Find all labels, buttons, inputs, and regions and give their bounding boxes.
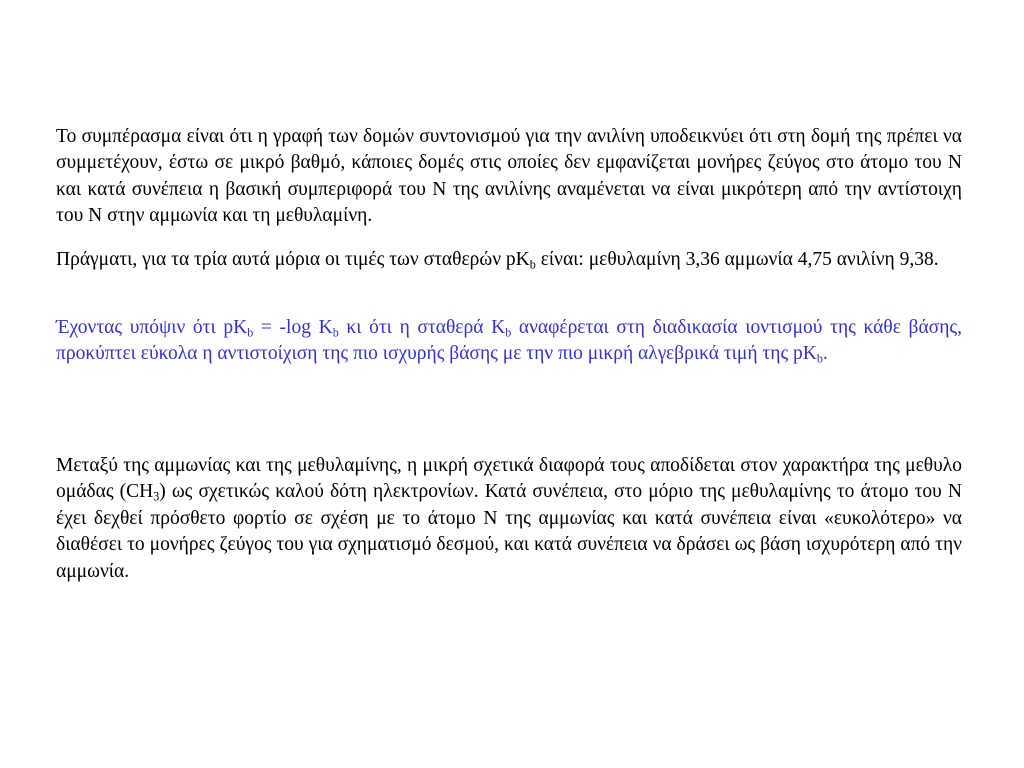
paragraph-resonance-conclusion: [56, 124, 962, 230]
subscript-b: b: [816, 351, 823, 366]
subscript-3: 3: [153, 489, 160, 504]
comparison-text-2: ) ως σχετικώς καλού δότη ηλεκτρονίων. Κατά συνέπεια, στο μόριο της μεθυλαμίνης το άτομο του N έχει δεχθεί πρόσθετο φορτίο σε σχέση με το άτομο N της αμμωνίας και κατά συνέπεια είναι «ευκολότερο» να διαθέσει το μονήρες ζεύγος του για σχηματισμό δεσμού, και κατά συνέπεια να δράσει ως βάση ισχυρότερη από την αμμωνία.: [56, 481, 962, 582]
definition-text-2: = -log K: [253, 317, 333, 338]
definition-text-4: αναφέρεται στη διαδικασία ιοντισμού της κάθε βάσης, προκύπτει εύκολα η αντιστοίχιση της πιο ισχυρής βάσης με την πιο μικρή αλγεβρικά τιμή της pK: [56, 317, 962, 365]
definition-text-5: .: [822, 343, 828, 365]
paragraph-pkb-values: [56, 247, 962, 273]
subscript-b: b: [529, 257, 536, 272]
definition-text-3: κι ότι η σταθερά K: [338, 317, 506, 338]
definition-text-1: Έχοντας υπόψιν ότι pK: [56, 317, 248, 338]
pkb-values-text: είναι: μεθυλαμίνη 3,36 αμμωνία 4,75 ανιλίνη 9,38.: [535, 249, 939, 270]
subscript-b: b: [332, 325, 339, 340]
comparison-text-1: Μεταξύ της αμμωνίας και της μεθυλαμίνης, η μικρή σχετικά διαφορά τους αποδίδεται στον χαρακτήρα της μεθυλο ομάδας (CH: [56, 455, 962, 503]
subscript-b: b: [505, 325, 512, 340]
paragraph-methylamine-vs-ammonia: [56, 453, 962, 585]
subscript-b: b: [247, 325, 254, 340]
paragraph-text: Το συμπέρασμα είναι ότι η γραφή των δομών συντονισμού για την ανιλίνη υποδεικνύει ότι στη δομή της πρέπει να συμμετέχουν, έστω σε μικρό βαθμό, κάποιες δομές στις οποίες δεν εμφανίζεται μονήρες ζεύγος στο άτομο του N και κατά συνέπεια η βασική συμπεριφορά του N της ανιλίνης αναμένεται να είναι μικρότερη από την αντίστοιχη του N στην αμμωνία και τη μεθυλαμίνη.: [56, 126, 962, 227]
pkb-intro-text: Πράγματι, για τα τρία αυτά μόρια οι τιμές των σταθερών pK: [56, 249, 530, 270]
paragraph-pkb-definition: [56, 315, 962, 368]
